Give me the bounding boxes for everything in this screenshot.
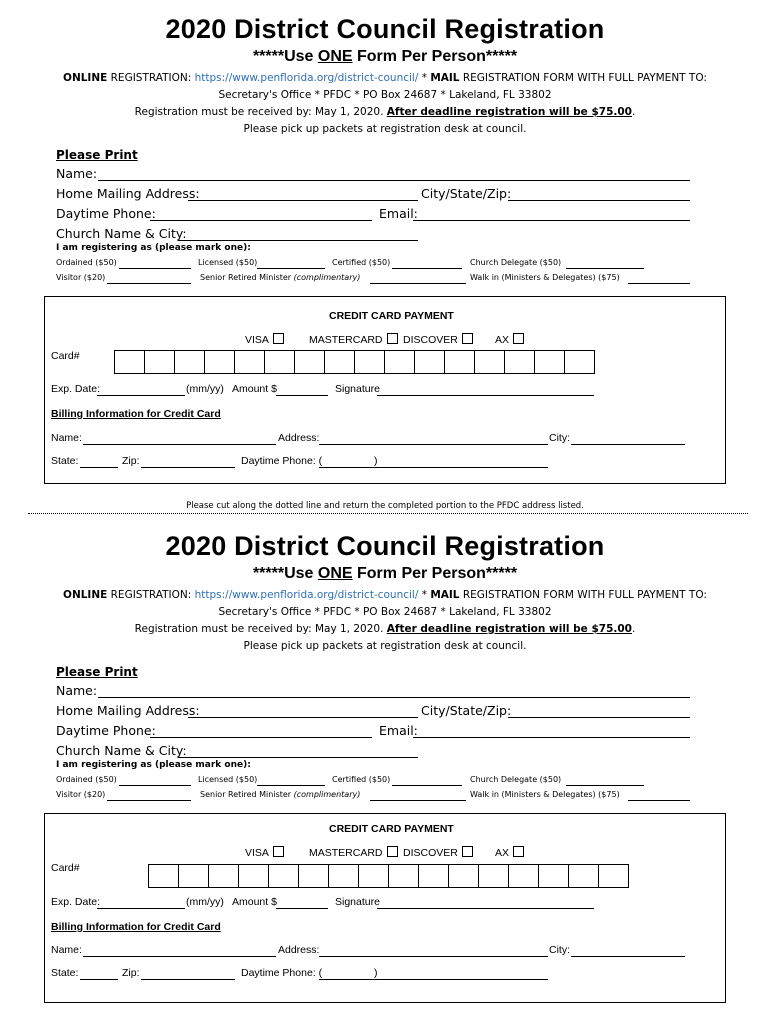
church-delegate-option: Church Delegate ($50) xyxy=(470,775,562,784)
credit-card-heading: CREDIT CARD PAYMENT xyxy=(329,310,454,322)
mail-separator: * xyxy=(418,72,431,84)
billing-phone-field[interactable] xyxy=(319,467,548,468)
daytime-phone-label: Daytime Phone: xyxy=(56,723,156,738)
church-field[interactable] xyxy=(178,757,418,758)
senior-option xyxy=(200,790,360,799)
mail-text: REGISTRATION FORM WITH FULL PAYMENT TO: xyxy=(459,589,707,601)
form-title: 2020 District Council Registration xyxy=(165,14,605,44)
daytime-phone-field[interactable] xyxy=(150,737,372,738)
card-number-cells[interactable] xyxy=(114,350,595,374)
billing-city-field[interactable] xyxy=(571,956,685,957)
visitor-field[interactable] xyxy=(107,800,191,801)
ax-label: AX xyxy=(495,847,510,859)
credit-card-box xyxy=(44,296,726,484)
billing-heading: Billing Information for Credit Card xyxy=(51,408,221,420)
mail-label: MAIL xyxy=(430,72,460,84)
deadline-bold: After deadline registration will be $75.00 xyxy=(386,106,632,118)
visa-option[interactable] xyxy=(245,846,284,859)
amount-field[interactable] xyxy=(276,908,328,909)
billing-city-label: City: xyxy=(549,944,570,956)
cut-line xyxy=(28,513,748,514)
city-state-zip-label: City/State/Zip: xyxy=(421,703,512,718)
mailing-address: Secretary's Office * PFDC * PO Box 24687 * Lakeland, FL 33802 xyxy=(218,89,552,101)
billing-phone-label: Daytime Phone: ( xyxy=(241,967,323,979)
senior-field[interactable] xyxy=(370,800,466,801)
billing-heading: Billing Information for Credit Card xyxy=(51,921,221,933)
church-field[interactable] xyxy=(178,240,418,241)
home-address-field[interactable] xyxy=(188,717,418,718)
billing-phone-close: ) xyxy=(374,967,378,979)
mastercard-label: MASTERCARD xyxy=(309,847,383,859)
name-field[interactable] xyxy=(98,697,690,698)
ordained-field[interactable] xyxy=(119,785,191,786)
licensed-field[interactable] xyxy=(257,268,325,269)
exp-date-label: Exp. Date: xyxy=(51,896,101,908)
senior-field[interactable] xyxy=(370,283,466,284)
billing-state-field[interactable] xyxy=(80,979,118,980)
certified-field[interactable] xyxy=(392,785,462,786)
online-label: ONLINE xyxy=(63,589,108,601)
signature-label: Signature xyxy=(335,383,380,395)
church-label: Church Name & City: xyxy=(56,743,187,758)
senior-complimentary: (complimentary) xyxy=(293,790,361,799)
form-title: 2020 District Council Registration xyxy=(165,531,605,561)
senior-label: Senior Retired Minister xyxy=(200,273,294,282)
mastercard-option[interactable] xyxy=(309,846,398,859)
amount-label: Amount $ xyxy=(232,383,277,395)
billing-city-field[interactable] xyxy=(571,444,685,445)
pickup-notice: Please pick up packets at registration desk at council. xyxy=(243,123,527,135)
visa-label: VISA xyxy=(245,847,269,859)
mmyy-label: (mm/yy) xyxy=(186,896,224,908)
billing-phone-label: Daytime Phone: ( xyxy=(241,455,323,467)
billing-zip-field[interactable] xyxy=(141,979,235,980)
billing-phone-close: ) xyxy=(374,455,378,467)
church-delegate-option: Church Delegate ($50) xyxy=(470,258,562,267)
online-registration-link[interactable]: https://www.penflorida.org/district-council/ xyxy=(194,589,419,601)
registration-methods xyxy=(0,589,770,601)
registration-methods xyxy=(0,72,770,84)
deadline-bold: After deadline registration will be $75.00 xyxy=(386,623,632,635)
signature-field[interactable] xyxy=(377,908,594,909)
ax-checkbox[interactable] xyxy=(513,333,524,344)
subtitle-one: ONE xyxy=(317,565,353,582)
billing-zip-field[interactable] xyxy=(141,467,235,468)
deadline-notice xyxy=(0,623,770,635)
church-delegate-field[interactable] xyxy=(566,268,644,269)
licensed-field[interactable] xyxy=(257,785,325,786)
card-number-label: Card# xyxy=(51,350,80,362)
senior-label: Senior Retired Minister xyxy=(200,790,294,799)
visa-label: VISA xyxy=(245,334,269,346)
amount-field[interactable] xyxy=(276,395,328,396)
online-text: REGISTRATION: xyxy=(107,589,195,601)
mastercard-checkbox[interactable] xyxy=(387,846,398,857)
online-registration-link[interactable]: https://www.penflorida.org/district-council/ xyxy=(194,72,419,84)
visitor-field[interactable] xyxy=(107,283,191,284)
deadline-notice xyxy=(0,106,770,118)
walk-in-field[interactable] xyxy=(628,283,690,284)
subtitle-one: ONE xyxy=(317,48,353,65)
discover-checkbox[interactable] xyxy=(462,333,473,344)
exp-date-field[interactable] xyxy=(97,908,185,909)
mastercard-option[interactable] xyxy=(309,333,398,346)
certified-option: Certified ($50) xyxy=(332,258,391,267)
amount-label: Amount $ xyxy=(232,896,277,908)
exp-date-label: Exp. Date: xyxy=(51,383,101,395)
visitor-option: Visitor ($20) xyxy=(56,273,106,282)
walk-in-option: Walk in (Ministers & Delegates) ($75) xyxy=(470,790,620,799)
deadline-pre: Registration must be received by: May 1, 2020. xyxy=(134,623,387,635)
mastercard-label: MASTERCARD xyxy=(309,334,383,346)
billing-address-field[interactable] xyxy=(319,956,548,957)
billing-zip-label: Zip: xyxy=(122,967,140,979)
ax-checkbox[interactable] xyxy=(513,846,524,857)
signature-field[interactable] xyxy=(377,395,594,396)
billing-address-label: Address: xyxy=(278,432,320,444)
billing-name-field[interactable] xyxy=(83,444,276,445)
mail-separator: * xyxy=(418,589,431,601)
deadline-post: . xyxy=(631,623,636,635)
home-address-label: Home Mailing Address: xyxy=(56,186,200,201)
billing-state-label: State: xyxy=(51,455,79,467)
subtitle-post: Form Per Person***** xyxy=(352,48,518,65)
registering-as-label: I am registering as (please mark one): xyxy=(56,243,251,253)
billing-address-label: Address: xyxy=(278,944,320,956)
email-field[interactable] xyxy=(413,737,690,738)
daytime-phone-field[interactable] xyxy=(150,220,372,221)
discover-checkbox[interactable] xyxy=(462,846,473,857)
ax-option[interactable] xyxy=(495,846,524,859)
deadline-post: . xyxy=(631,106,636,118)
please-print-heading: Please Print xyxy=(56,148,138,162)
visa-checkbox[interactable] xyxy=(273,846,284,857)
church-label: Church Name & City: xyxy=(56,226,187,241)
discover-label: DISCOVER xyxy=(403,847,458,859)
mmyy-label: (mm/yy) xyxy=(186,383,224,395)
ordained-option: Ordained ($50) xyxy=(56,775,117,784)
walk-in-option: Walk in (Ministers & Delegates) ($75) xyxy=(470,273,620,282)
online-text: REGISTRATION: xyxy=(107,72,195,84)
billing-city-label: City: xyxy=(549,432,570,444)
senior-option xyxy=(200,273,360,282)
discover-option[interactable] xyxy=(403,846,473,859)
visitor-option: Visitor ($20) xyxy=(56,790,106,799)
city-state-zip-field[interactable] xyxy=(508,717,690,718)
licensed-option: Licensed ($50) xyxy=(198,775,258,784)
certified-field[interactable] xyxy=(392,268,462,269)
form-subtitle xyxy=(0,48,770,66)
senior-complimentary: (complimentary) xyxy=(293,273,361,282)
credit-card-heading: CREDIT CARD PAYMENT xyxy=(329,823,454,835)
email-label: Email: xyxy=(379,206,418,221)
billing-state-field[interactable] xyxy=(80,467,118,468)
cut-instructions: Please cut along the dotted line and return the completed portion to the PFDC address listed. xyxy=(186,501,584,511)
deadline-pre: Registration must be received by: May 1, 2020. xyxy=(134,106,387,118)
licensed-option: Licensed ($50) xyxy=(198,258,258,267)
name-field[interactable] xyxy=(98,180,690,181)
home-address-field[interactable] xyxy=(188,200,418,201)
signature-label: Signature xyxy=(335,896,380,908)
please-print-heading: Please Print xyxy=(56,665,138,679)
walk-in-field[interactable] xyxy=(628,800,690,801)
ordained-option: Ordained ($50) xyxy=(56,258,117,267)
ax-label: AX xyxy=(495,334,510,346)
subtitle-pre: *****Use xyxy=(252,48,318,65)
form-subtitle xyxy=(0,565,770,583)
online-label: ONLINE xyxy=(63,72,108,84)
email-label: Email: xyxy=(379,723,418,738)
city-state-zip-label: City/State/Zip: xyxy=(421,186,512,201)
name-label: Name: xyxy=(56,166,98,181)
mailing-address: Secretary's Office * PFDC * PO Box 24687 * Lakeland, FL 33802 xyxy=(218,606,552,618)
discover-label: DISCOVER xyxy=(403,334,458,346)
visa-checkbox[interactable] xyxy=(273,333,284,344)
church-delegate-field[interactable] xyxy=(566,785,644,786)
pickup-notice: Please pick up packets at registration desk at council. xyxy=(243,640,527,652)
billing-address-field[interactable] xyxy=(319,444,548,445)
card-number-label: Card# xyxy=(51,862,80,874)
ax-option[interactable] xyxy=(495,333,524,346)
billing-zip-label: Zip: xyxy=(122,455,140,467)
daytime-phone-label: Daytime Phone: xyxy=(56,206,156,221)
registering-as-label: I am registering as (please mark one): xyxy=(56,760,251,770)
card-number-cells[interactable] xyxy=(148,864,629,888)
certified-option: Certified ($50) xyxy=(332,775,391,784)
billing-name-label: Name: xyxy=(51,944,82,956)
ordained-field[interactable] xyxy=(119,268,191,269)
billing-name-field[interactable] xyxy=(83,956,276,957)
discover-option[interactable] xyxy=(403,333,473,346)
home-address-label: Home Mailing Address: xyxy=(56,703,200,718)
credit-card-box xyxy=(44,813,726,1003)
subtitle-pre: *****Use xyxy=(252,565,318,582)
city-state-zip-field[interactable] xyxy=(508,200,690,201)
subtitle-post: Form Per Person***** xyxy=(352,565,518,582)
billing-phone-field[interactable] xyxy=(319,979,548,980)
billing-state-label: State: xyxy=(51,967,79,979)
mail-label: MAIL xyxy=(430,589,460,601)
mastercard-checkbox[interactable] xyxy=(387,333,398,344)
mail-text: REGISTRATION FORM WITH FULL PAYMENT TO: xyxy=(459,72,707,84)
visa-option[interactable] xyxy=(245,333,284,346)
name-label: Name: xyxy=(56,683,98,698)
email-field[interactable] xyxy=(413,220,690,221)
exp-date-field[interactable] xyxy=(97,395,185,396)
billing-name-label: Name: xyxy=(51,432,82,444)
